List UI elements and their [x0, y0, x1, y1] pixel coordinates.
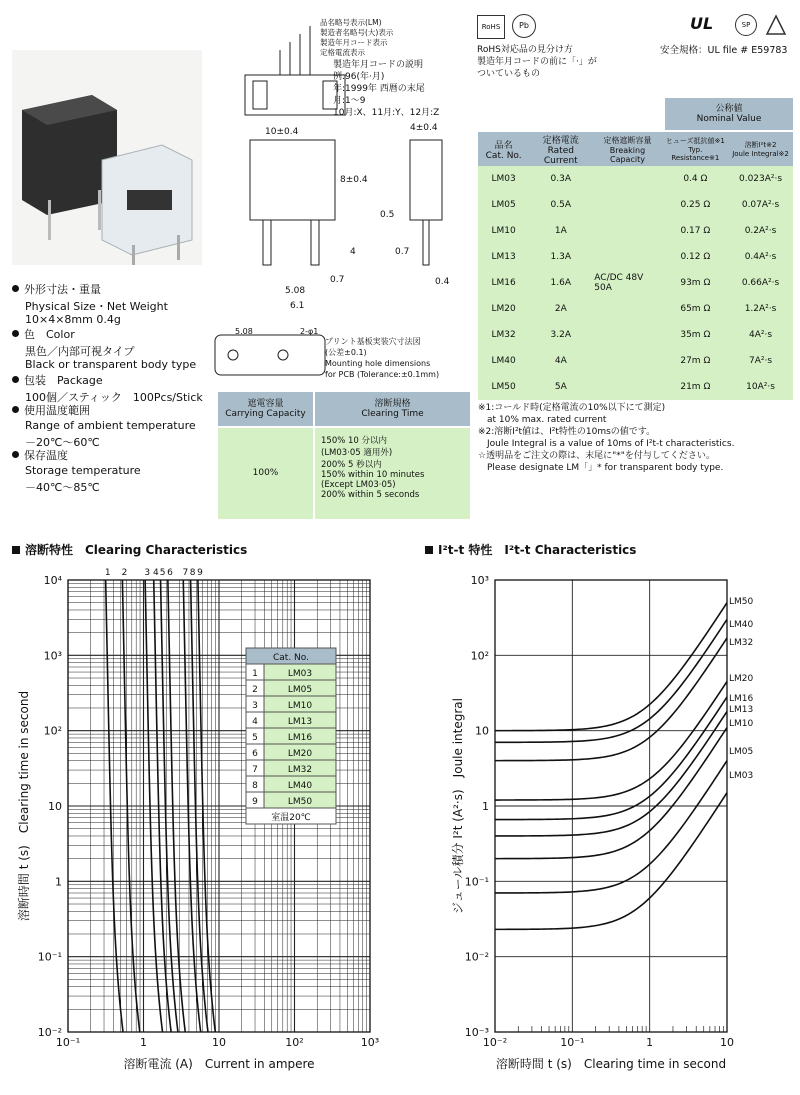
cell-current: 5A [554, 382, 567, 392]
x-tick-label: 1 [646, 1036, 654, 1049]
spec-color: 色 Color [12, 328, 75, 342]
marking-label-4: 定格電流表示 [320, 48, 365, 57]
y-tick-label: 10⁴ [43, 574, 62, 587]
note-6: Please designate LM「」* for transparent body type. [478, 463, 724, 473]
clearing-h2: 溶断規格 Clearing Time [315, 392, 470, 426]
marking-label-1: 品名略号表示(LM) [320, 18, 382, 27]
rating-table [478, 132, 793, 400]
y-axis-label: 溶断時間 t (s) Clearing time in second [17, 690, 31, 922]
curve-label: 3 [144, 568, 151, 578]
right-chart-title: I²t-t 特性 I²t-t Characteristics [425, 541, 636, 558]
spec-ambient: 使用温度範囲 [12, 404, 90, 418]
y-tick-label: 10³ [43, 649, 62, 663]
cell-resist: 93m Ω [680, 278, 711, 288]
curve-label: 4 [152, 568, 159, 578]
x-tick-label: 10 [720, 1036, 734, 1049]
csa-mark-icon: SP [735, 14, 757, 36]
curve-label: 1 [104, 568, 111, 578]
x-axis-label: 溶断電流 (A) Current in ampere [123, 1057, 315, 1071]
note-3: ※2:溶断I²t値は、I²t特性の10msの値です。 [478, 427, 656, 437]
cell-cat: LM50 [491, 382, 516, 392]
cell-cat: LM20 [491, 304, 516, 314]
cell-i2t: 0.023A²·s [738, 174, 783, 184]
legend-item: LM32 [287, 765, 313, 775]
cell-current: 0.3A [550, 174, 572, 184]
ul-mark-icon: UL [690, 14, 714, 33]
cell-breaking: AC/DC 48V 50A [594, 273, 644, 293]
cell-resist: 27m Ω [680, 356, 711, 366]
curve-label: LM20 [729, 674, 754, 684]
cell-resist: 0.12 Ω [680, 252, 711, 262]
legend-item: LM20 [287, 749, 313, 759]
cell-cat: LM40 [491, 356, 516, 366]
cell-cat: LM03 [491, 174, 516, 184]
curve-lm20 [495, 681, 727, 800]
code-year: 年:1999年 西暦の末尾 [333, 84, 425, 94]
x-tick-label: 10⁻¹ [55, 1036, 81, 1049]
spec-physical-en: Physical Size・Net Weight [25, 300, 168, 313]
cell-i2t: 10A²·s [746, 382, 775, 392]
rating-row [478, 166, 793, 192]
curve-label: LM03 [729, 771, 754, 781]
x-tick-label: 10⁻¹ [560, 1036, 585, 1049]
legend-item: LM40 [287, 781, 313, 791]
dim-4: 4 [350, 247, 356, 257]
legend-num: 9 [252, 797, 258, 807]
y-tick-label: 10³ [470, 574, 489, 587]
dim-04: 0.4 [435, 277, 450, 287]
dim-height: 8±0.4 [340, 175, 368, 185]
cell-cat: LM32 [491, 330, 516, 340]
cell-resist: 0.17 Ω [680, 226, 711, 236]
cell-resist: 35m Ω [680, 330, 711, 340]
y-axis-label: ジュール積分 I²t (A²·s) Joule integral [451, 698, 465, 914]
pb-free-icon: Pb [512, 14, 536, 38]
cell-resist: 0.4 Ω [683, 174, 708, 184]
marking-label-3: 製造年月コード表示 [320, 38, 388, 47]
pcb-label3: Mounting hole dimensions [325, 359, 431, 368]
dim-depth: 4±0.4 [410, 123, 438, 133]
pcb-label4: for PCB (Tolerance:±0.1mm) [325, 370, 440, 379]
rating-table-header [478, 132, 793, 166]
cell-current: 1.3A [550, 252, 572, 262]
i2t-curves [495, 603, 727, 930]
rohs-badge: RoHS [477, 15, 505, 39]
note-1: ※1:コールド時(定格電流の10%以下にて測定) [478, 403, 666, 413]
y-tick-label: 10⁻¹ [464, 875, 489, 889]
curve-lm50 [495, 603, 727, 731]
cell-current: 0.5A [550, 200, 572, 210]
dim-width: 10±0.4 [265, 127, 299, 137]
legend-num: 2 [252, 685, 258, 695]
y-tick-label: 10⁻² [464, 950, 489, 964]
legend-num: 1 [252, 669, 258, 679]
spec-color-en: Black or transparent body type [25, 358, 197, 371]
cell-current: 1A [554, 226, 567, 236]
pcb-508: 5.08 [235, 327, 253, 336]
legend-num: 4 [252, 717, 258, 727]
product-photo [12, 50, 202, 265]
y-tick-label: 10⁻³ [464, 1026, 489, 1039]
curve-label: LM05 [729, 747, 754, 757]
code-title: 製造年月コードの説明 [333, 60, 424, 70]
clearing-table [218, 392, 470, 519]
x-tick-label: 10³ [360, 1036, 380, 1049]
legend-num: 5 [252, 733, 258, 743]
dim-05: 0.5 [380, 210, 395, 220]
y-tick-label: 1 [482, 800, 489, 813]
curve-label: 7 [182, 568, 189, 578]
curve-label: LM13 [729, 705, 754, 715]
legend-item: LM16 [287, 733, 313, 743]
spec-ambient-en: Range of ambient temperature [25, 419, 196, 432]
dim-07b: 0.7 [330, 275, 345, 285]
cell-cat: LM13 [491, 252, 516, 262]
curve-label: 9 [197, 568, 203, 578]
curve-label: 8 [189, 568, 196, 578]
legend-footer: 室温20℃ [271, 813, 311, 823]
code-months2: 10月:X、11月:Y、12月:Z [333, 108, 440, 118]
note-2: at 10% max. rated current [478, 415, 607, 425]
x-axis-label: 溶断時間 t (s) Clearing time in second [495, 1057, 727, 1071]
cell-i2t: 0.07A²·s [741, 200, 780, 210]
cell-i2t: 0.4A²·s [744, 252, 777, 262]
left-chart-title: 溶断特性 Clearing Characteristics [12, 541, 247, 558]
i2t-chart [420, 560, 800, 1090]
pcb-hole: 2-φ1 [300, 327, 319, 336]
y-tick-label: 10² [470, 649, 489, 663]
legend-header: Cat. No. [273, 653, 309, 663]
curve-label: 6 [167, 568, 173, 578]
y-tick-label: 10 [48, 800, 62, 813]
rohs-note-3: ついているもの [477, 69, 541, 79]
clearing-h1: 遮電容量 Carrying Capacity [218, 392, 313, 426]
curve-label: LM50 [729, 597, 754, 607]
cell-current: 2A [554, 304, 567, 314]
y-tick-label: 10⁻² [37, 1026, 62, 1039]
x-tick-label: 10 [212, 1036, 226, 1049]
legend-item: LM10 [287, 701, 313, 711]
pcb-label2: (公差±0.1) [325, 348, 367, 357]
x-tick-label: 10⁻² [482, 1036, 508, 1049]
h-resist: ヒューズ抵抗値※1 Typ. Resistance※1 [665, 137, 725, 162]
cell-i2t: 0.2A²·s [744, 226, 777, 236]
spec-storage-val: －40℃～85℃ [25, 481, 100, 494]
fuse-illustration [12, 50, 202, 265]
spec-ambient-val: －20℃～60℃ [25, 436, 100, 449]
spec-color-jp: 黒色／内部可視タイプ [25, 345, 135, 358]
x-tick-label: 10² [285, 1036, 304, 1049]
curve-label: LM40 [729, 620, 754, 630]
legend-num: 8 [252, 781, 258, 791]
pcb-label1: プリント基板実装穴寸法図 [325, 337, 421, 346]
legend-item: LM05 [287, 685, 313, 695]
spec-package-val: 100個／スティック 100Pcs/Stick [25, 391, 203, 404]
spec-storage: 保存温度 [12, 449, 68, 463]
legend-item: LM13 [287, 717, 313, 727]
cell-i2t: 7A²·s [749, 356, 773, 366]
code-month: 月:1～9 [333, 96, 366, 106]
note-4: Joule Integral is a value of 10ms of I²t-t characteristics. [478, 439, 735, 449]
cell-current: 4A [554, 356, 567, 366]
x-tick-label: 1 [140, 1036, 147, 1049]
rohs-note-2: 製造年月コードの前に「·」が [477, 57, 597, 67]
cell-i2t: 4A²·s [749, 330, 773, 340]
spec-physical: 外形寸法・重量 [12, 283, 101, 297]
cell-cat: LM05 [491, 200, 516, 210]
dim-508: 5.08 [285, 286, 306, 296]
curve-label: LM16 [729, 694, 754, 704]
cell-i2t: 0.66A²·s [741, 278, 780, 288]
chart-legend [246, 648, 336, 824]
spec-storage-en: Storage temperature [25, 464, 141, 477]
cell-cat: LM10 [491, 226, 516, 236]
curve-label: 2 [121, 568, 128, 578]
right-grid [495, 580, 727, 1032]
dim-61: 6.1 [290, 301, 305, 311]
cell-resist: 0.25 Ω [680, 200, 711, 210]
cell-resist: 21m Ω [680, 382, 711, 392]
cell-i2t: 1.2A²·s [744, 304, 777, 314]
legend-num: 6 [252, 749, 258, 759]
cell-current: 3.2A [550, 330, 572, 340]
spec-physical-val: 10×4×8mm 0.4g [25, 313, 121, 326]
clearing-capacity: 100% [218, 428, 313, 519]
clearing-time: 150% 10 分以内 (LM03·05 適用外) 200% 5 秒以内 150% within 10 minutes (Except LM03·05) 200% within 5 seconds [315, 428, 470, 519]
y-tick-label: 10 [475, 724, 489, 738]
h-breaking: 定格遮断容量 Breaking Capacity [603, 135, 652, 164]
rohs-note-1: RoHS対応品の見分け方 [477, 45, 573, 55]
h-i2t: 溶断I²t※2 Joule Integral※2 [732, 141, 789, 158]
curve-lm40 [495, 619, 727, 742]
clearing-chart [0, 560, 400, 1090]
nominal-en: Nominal Value [696, 114, 762, 124]
y-tick-label: 10⁻¹ [37, 950, 62, 964]
nominal-jp: 公称値 [715, 104, 743, 114]
dim-07a: 0.7 [395, 247, 410, 257]
nominal-value-header [665, 98, 793, 130]
y-tick-label: 10² [43, 724, 62, 738]
code-example: 例:96(年·月) [333, 72, 385, 82]
curve-label: LM32 [729, 638, 754, 648]
curve-label: LM10 [729, 719, 754, 729]
cell-cat: LM16 [491, 278, 516, 288]
h-current: 定格電流 Rated Current [542, 135, 579, 166]
cell-current: 1.6A [550, 278, 572, 288]
y-tick-label: 1 [55, 875, 62, 889]
curve-label: 5 [159, 568, 166, 578]
legend-num: 3 [252, 701, 258, 711]
spec-package: 包装 Package [12, 374, 103, 388]
curve-lm16 [495, 697, 727, 820]
h-name: 品名 Cat. No. [485, 140, 522, 161]
legend-num: 7 [252, 765, 258, 775]
safety-standard: 安全規格：UL file # E59783 [660, 45, 788, 56]
cell-resist: 65m Ω [680, 304, 711, 314]
legend-item: LM03 [287, 669, 313, 679]
triangle-mark-icon [765, 14, 787, 40]
marking-label-2: 製造者名略号(大)表示 [320, 28, 394, 37]
note-5: ☆透明品をご注文の際は、末尾に"*"を付与してください。 [478, 451, 715, 461]
legend-item: LM50 [287, 797, 313, 807]
